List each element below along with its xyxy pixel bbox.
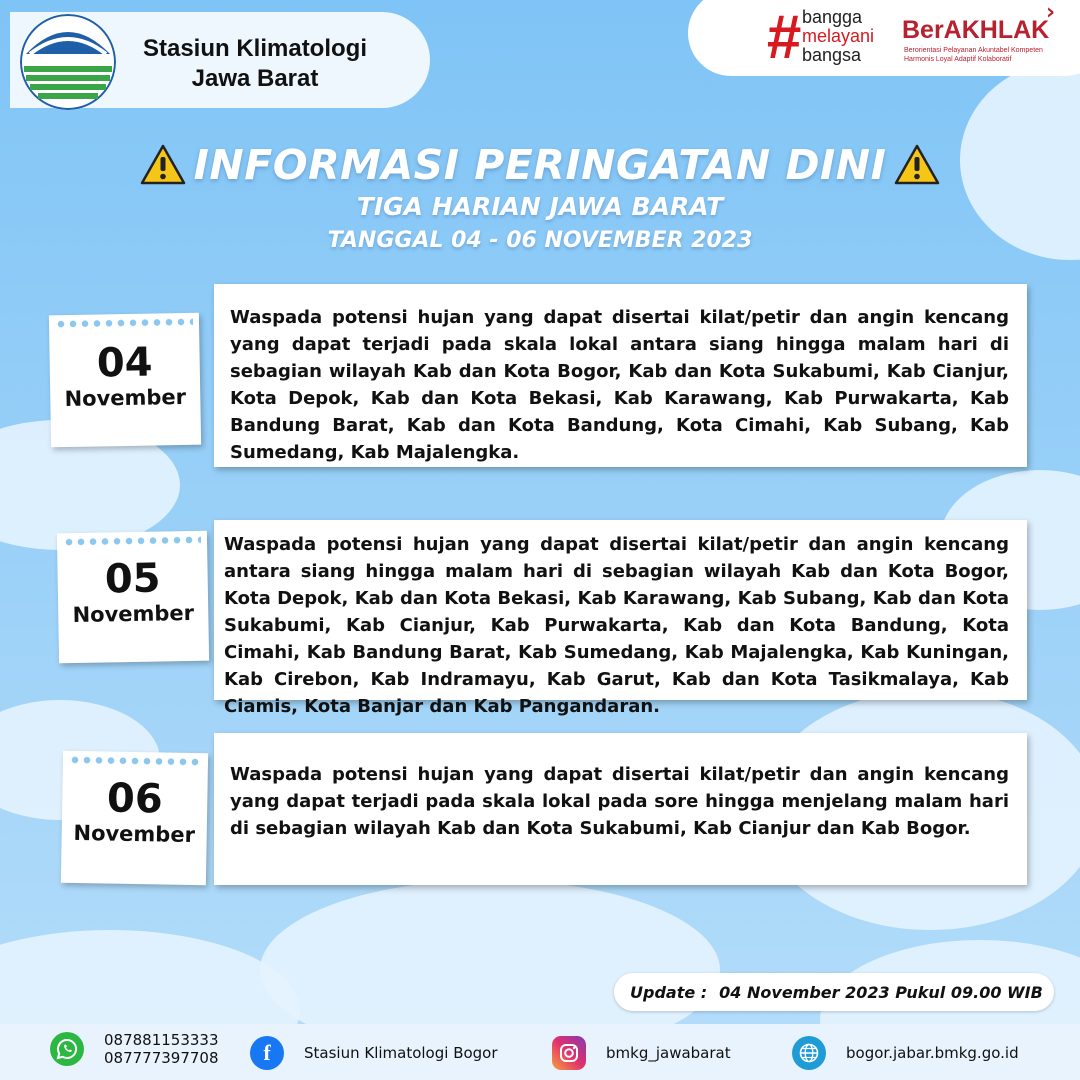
update-timestamp	[614, 973, 1054, 1011]
date-day: 06	[106, 775, 164, 823]
phone-numbers	[104, 1031, 219, 1067]
date-month: November	[72, 600, 195, 628]
facebook-icon: f	[250, 1036, 284, 1070]
campaign-line1: bangga	[802, 7, 863, 27]
date-day: 04	[96, 339, 153, 387]
date-card-05	[57, 531, 209, 664]
facebook-account[interactable]: Stasiun Klimatologi Bogor	[304, 1044, 498, 1062]
page-title-row	[0, 140, 1080, 190]
org-name-line1: Stasiun Klimatologi	[142, 35, 367, 62]
warning-description: Waspada potensi hujan yang dapat disertai kilat/petir dan angin kencang yang dapat terjadi pada skala lokal antara siang hingga malam hari di sebagian wilayah Kab dan Kota Bogor, Kab dan Kota Sukabumi, Kab Cianjur, Kota Depok, Kab dan Kota Bekasi, Kab Karawang, Kab Purwakarta, Kab Bandung Barat, Kab dan Kota Bandung, Kota Cimahi, Kab Subang, Kab Sumedang, Kab Majalengka.	[230, 307, 1009, 463]
warning-text-06	[214, 733, 1027, 885]
globe-icon	[792, 1036, 826, 1070]
campaign-line3: bangsa	[802, 45, 862, 65]
date-month: November	[64, 384, 187, 412]
instagram-account[interactable]: bmkg_jawabarat	[606, 1044, 731, 1062]
berakhlak-tagline-line2: Harmonis Loyal Adaptif Kolaboratif	[904, 56, 1012, 63]
campaign-hashtag: #	[766, 3, 801, 72]
date-card-06	[61, 751, 208, 886]
phone-number-2[interactable]: 087777397708	[104, 1049, 219, 1067]
update-label: Update :	[630, 982, 708, 1002]
organization-name	[130, 34, 380, 94]
footer-whatsapp[interactable]	[50, 1031, 219, 1067]
date-range: TANGGAL 04 - 06 NOVEMBER 2023	[327, 228, 753, 253]
whatsapp-icon	[50, 1032, 84, 1066]
calendar-perforation	[63, 535, 201, 547]
berakhlak-tagline	[904, 46, 1064, 64]
instagram-icon	[552, 1036, 586, 1070]
warning-icon	[140, 143, 186, 187]
calendar-perforation	[55, 317, 193, 329]
date-card-04	[49, 313, 201, 448]
footer-facebook[interactable]	[250, 1036, 498, 1070]
footer-instagram[interactable]	[552, 1036, 731, 1070]
chevron-right-icon: ›	[1046, 0, 1056, 25]
warning-description: Waspada potensi hujan yang dapat disertai kilat/petir dan angin kencang antara siang hingga malam hari di sebagian wilayah Kab dan Kota Bogor, Kota Depok, Kab dan Kota Bekasi, Kab Karawang, Kab Subang, Kab dan Kota Sukabumi, Kab Cianjur, Kab Purwakarta, Kab dan Kota Bandung, Kota Cimahi, Kab Bandung Barat, Kab Sumedang, Kab Majalengka, Kab Kuningan, Kab Cirebon, Kab Indramayu, Kab Garut, Kab dan Kota Tasikmalaya, Kab Ciamis, Kota Banjar dan Kab Pangandaran.	[224, 534, 1009, 717]
website-url[interactable]: bogor.jabar.bmkg.go.id	[846, 1044, 1019, 1062]
page-subtitle: TIGA HARIAN JAWA BARAT	[356, 192, 724, 221]
update-value: 04 November 2023 Pukul 09.00 WIB	[719, 982, 1043, 1002]
page-title: INFORMASI PERINGATAN DINI	[193, 141, 887, 189]
warning-description: Waspada potensi hujan yang dapat disertai kilat/petir dan angin kencang yang dapat terjadi pada skala lokal pada sore hingga menjelang malam hari di sebagian wilayah Kab dan Kota Sukabumi, Kab Cianjur dan Kab Bogor.	[230, 764, 1009, 839]
date-month: November	[73, 820, 196, 848]
org-name-line2: Jawa Barat	[191, 65, 319, 92]
warning-text-05	[214, 520, 1027, 717]
calendar-perforation	[69, 755, 202, 767]
campaign-line2: melayani	[802, 26, 875, 46]
phone-number-1[interactable]: 087881153333	[104, 1031, 219, 1049]
date-day: 05	[104, 555, 161, 603]
footer-website[interactable]	[792, 1036, 1019, 1070]
warning-icon	[894, 143, 940, 187]
berakhlak-tagline-line1: Berorientasi Pelayanan Akuntabel Kompeten	[904, 47, 1043, 54]
bmkg-logo	[20, 14, 116, 110]
warning-text-04	[214, 284, 1027, 467]
berakhlak-logo: BerAKHLAK	[902, 16, 1050, 44]
campaign-logo-text	[802, 8, 902, 65]
